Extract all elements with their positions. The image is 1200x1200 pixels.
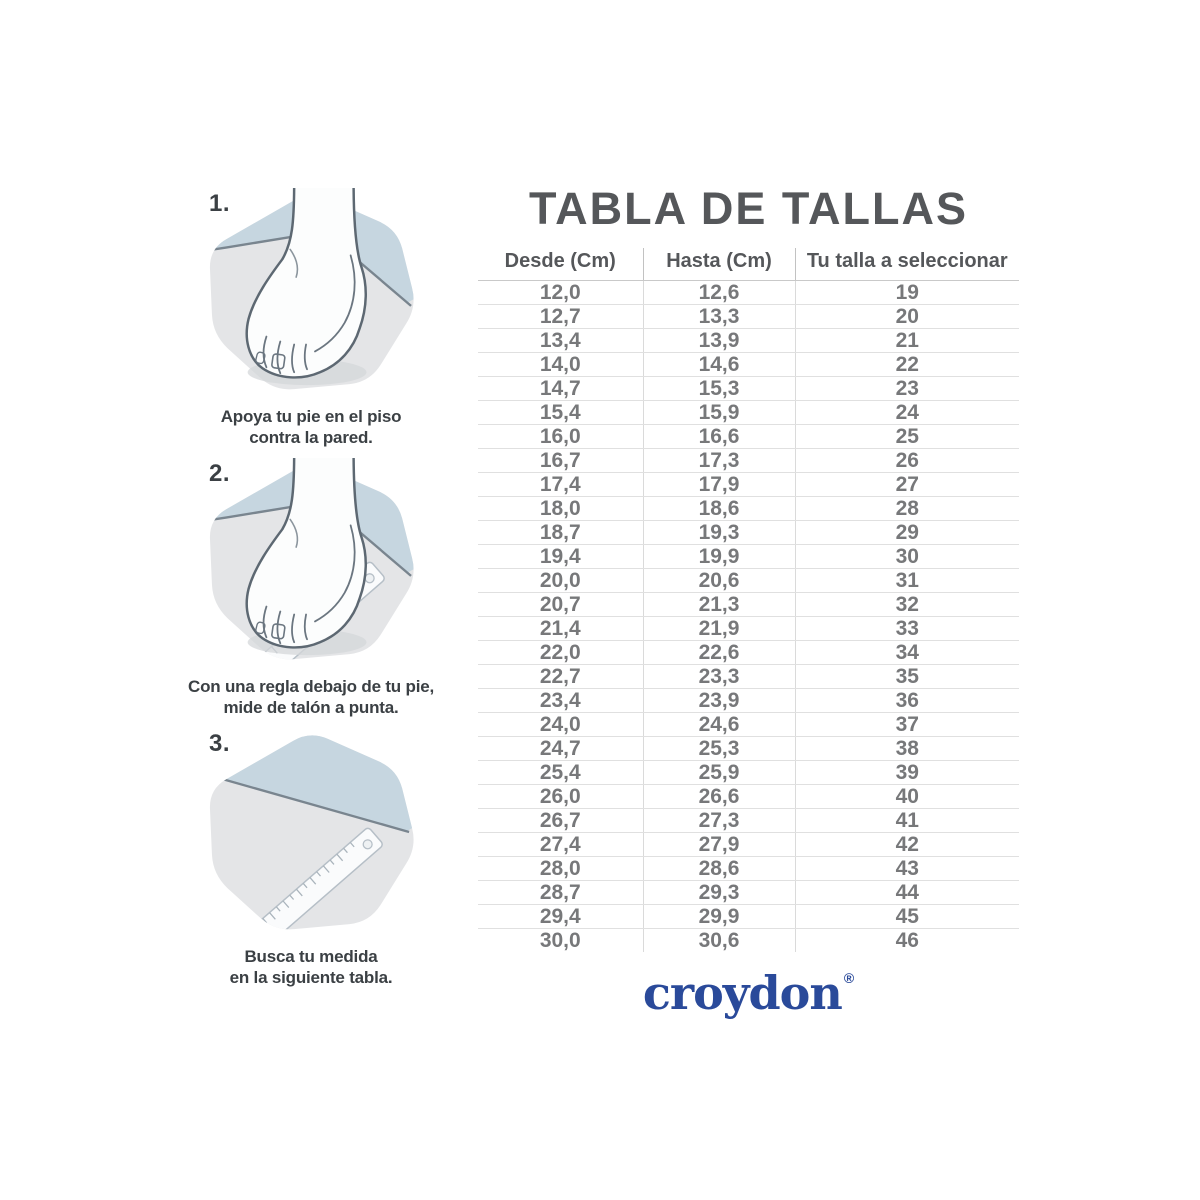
table-cell: 25,4 (478, 761, 643, 785)
table-cell: 20,6 (643, 569, 795, 593)
table-cell: 12,0 (478, 281, 643, 305)
table-row (478, 521, 1019, 545)
step-caption (175, 406, 447, 448)
table-row (478, 617, 1019, 641)
step-1 (175, 188, 447, 448)
table-cell: 36 (795, 689, 1019, 713)
table-cell: 39 (795, 761, 1019, 785)
table-row (478, 689, 1019, 713)
step-number: 1. (209, 190, 231, 217)
table-cell: 22,7 (478, 665, 643, 689)
table-row (478, 473, 1019, 497)
table-cell: 19,4 (478, 545, 643, 569)
table-cell: 13,3 (643, 305, 795, 329)
size-table (478, 248, 1019, 952)
measurement-steps-panel (175, 188, 447, 998)
table-cell: 16,7 (478, 449, 643, 473)
table-row (478, 377, 1019, 401)
step-caption-line: Busca tu medida (244, 947, 378, 966)
table-cell: 29,9 (643, 905, 795, 929)
table-cell: 27 (795, 473, 1019, 497)
table-cell: 43 (795, 857, 1019, 881)
table-row (478, 641, 1019, 665)
step-caption (175, 946, 447, 988)
table-cell: 42 (795, 833, 1019, 857)
table-row (478, 545, 1019, 569)
table-row (478, 353, 1019, 377)
table-cell: 24 (795, 401, 1019, 425)
table-cell: 35 (795, 665, 1019, 689)
table-cell: 29,3 (643, 881, 795, 905)
table-row (478, 449, 1019, 473)
table-cell: 40 (795, 785, 1019, 809)
step-caption-line: contra la pared. (249, 428, 373, 447)
table-cell: 21,9 (643, 617, 795, 641)
registered-trademark-symbol: ® (843, 970, 855, 986)
table-cell: 22,6 (643, 641, 795, 665)
table-row (478, 665, 1019, 689)
table-cell: 14,6 (643, 353, 795, 377)
table-cell: 45 (795, 905, 1019, 929)
table-cell: 46 (795, 929, 1019, 953)
table-cell: 22,0 (478, 641, 643, 665)
table-cell: 38 (795, 737, 1019, 761)
step-2 (175, 458, 447, 718)
table-row (478, 809, 1019, 833)
table-cell: 19 (795, 281, 1019, 305)
size-table-header (478, 248, 1019, 281)
table-cell: 14,7 (478, 377, 643, 401)
step-number: 2. (209, 460, 231, 487)
table-cell: 28,6 (643, 857, 795, 881)
size-table-body (478, 281, 1019, 953)
table-cell: 26 (795, 449, 1019, 473)
table-cell: 23 (795, 377, 1019, 401)
table-cell: 26,0 (478, 785, 643, 809)
table-cell: 13,4 (478, 329, 643, 353)
step-caption (175, 676, 447, 718)
table-cell: 25,3 (643, 737, 795, 761)
foot-on-ruler-illustration (203, 458, 421, 666)
table-cell: 26,7 (478, 809, 643, 833)
table-cell: 20,7 (478, 593, 643, 617)
table-cell: 28,0 (478, 857, 643, 881)
table-cell: 28 (795, 497, 1019, 521)
table-cell: 21,4 (478, 617, 643, 641)
column-header-hasta: Hasta (Cm) (643, 248, 795, 281)
table-cell: 27,3 (643, 809, 795, 833)
table-cell: 18,7 (478, 521, 643, 545)
table-cell: 17,9 (643, 473, 795, 497)
table-cell: 32 (795, 593, 1019, 617)
table-cell: 28,7 (478, 881, 643, 905)
table-cell: 14,0 (478, 353, 643, 377)
table-row (478, 857, 1019, 881)
table-cell: 18,6 (643, 497, 795, 521)
table-cell: 20,0 (478, 569, 643, 593)
step-number: 3. (209, 730, 231, 757)
table-row (478, 881, 1019, 905)
table-cell: 17,3 (643, 449, 795, 473)
table-cell: 25,9 (643, 761, 795, 785)
table-cell: 12,6 (643, 281, 795, 305)
table-cell: 15,4 (478, 401, 643, 425)
table-cell: 12,7 (478, 305, 643, 329)
table-cell: 21 (795, 329, 1019, 353)
table-row (478, 425, 1019, 449)
table-row (478, 833, 1019, 857)
table-cell: 24,0 (478, 713, 643, 737)
table-cell: 19,9 (643, 545, 795, 569)
table-row (478, 905, 1019, 929)
size-chart-title: TABLA DE TALLAS (528, 183, 969, 234)
table-cell: 23,9 (643, 689, 795, 713)
table-row (478, 713, 1019, 737)
ruler-illustration (203, 728, 421, 936)
column-header-talla: Tu talla a seleccionar (795, 248, 1019, 281)
table-cell: 21,3 (643, 593, 795, 617)
table-row (478, 281, 1019, 305)
table-cell: 27,4 (478, 833, 643, 857)
table-row (478, 569, 1019, 593)
table-row (478, 593, 1019, 617)
table-cell: 41 (795, 809, 1019, 833)
step-caption-line: mide de talón a punta. (223, 698, 399, 717)
table-cell: 16,6 (643, 425, 795, 449)
table-row (478, 305, 1019, 329)
table-cell: 25 (795, 425, 1019, 449)
table-row (478, 737, 1019, 761)
table-cell: 37 (795, 713, 1019, 737)
step-caption-line: en la siguiente tabla. (229, 968, 393, 987)
brand-name: croydon (642, 966, 842, 1020)
table-row (478, 497, 1019, 521)
size-chart-panel (478, 183, 1019, 1020)
table-row (478, 329, 1019, 353)
table-cell: 26,6 (643, 785, 795, 809)
table-row (478, 929, 1019, 953)
table-cell: 23,3 (643, 665, 795, 689)
table-cell: 17,4 (478, 473, 643, 497)
table-cell: 44 (795, 881, 1019, 905)
step-caption-line: Con una regla debajo de tu pie, (188, 677, 434, 696)
table-cell: 30,0 (539, 929, 581, 952)
table-cell: 16,0 (478, 425, 643, 449)
table-cell: 24,7 (478, 737, 643, 761)
table-row (478, 401, 1019, 425)
table-row (478, 761, 1019, 785)
table-row (478, 785, 1019, 809)
table-cell: 15,9 (643, 401, 795, 425)
table-cell: 13,9 (643, 329, 795, 353)
table-cell: 27,9 (643, 833, 795, 857)
step-3 (175, 728, 447, 988)
table-cell: 29,4 (478, 905, 643, 929)
table-cell: 34 (795, 641, 1019, 665)
table-cell: 22 (795, 353, 1019, 377)
step-caption-line: Apoya tu pie en el piso (220, 407, 402, 426)
brand-logo (478, 966, 1019, 1020)
table-cell: 29 (795, 521, 1019, 545)
table-cell: 33 (795, 617, 1019, 641)
table-cell: 20 (795, 305, 1019, 329)
table-cell: 24,6 (643, 713, 795, 737)
table-cell: 19,3 (643, 521, 795, 545)
table-cell: 23,4 (478, 689, 643, 713)
table-cell: 15,3 (643, 377, 795, 401)
table-cell: 30,6 (643, 929, 795, 953)
column-header-desde: Desde (Cm) (478, 248, 643, 281)
table-cell: 30 (795, 545, 1019, 569)
table-cell: 31 (795, 569, 1019, 593)
foot-against-wall-illustration (203, 188, 421, 396)
table-cell: 18,0 (478, 497, 643, 521)
